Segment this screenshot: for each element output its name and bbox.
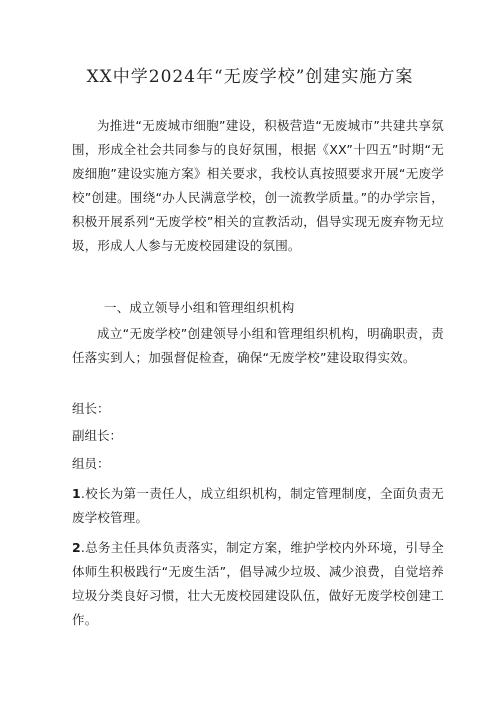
- list-item-text: .总务主任具体负责落实，制定方案，维护学校内外环境，引导全体师生积极践行“无废生活”，倡导减少垃圾、减少浪费，自觉培养垃圾分类良好习惯，壮大无废校园建设队伍，做好无废学校创建工作。: [72, 540, 444, 627]
- section1-paragraph: 成立“无废学校”创建领导小组和管理组织机构，明确职责，责任落实到人；加强督促检查，确保“无废学校”建设取得实效。: [72, 326, 444, 365]
- list-item-number: 2: [72, 540, 81, 555]
- list-item-number: 1: [72, 486, 81, 501]
- list-item: [72, 482, 444, 530]
- list-item-text: .校长为第一责任人，成立组织机构，制定管理制度，全面负责无废学校管理。: [72, 486, 444, 525]
- deputy-leader-label: 副组长：: [72, 428, 123, 443]
- document-title: XX中学2024年“无废学校”创建实施方案: [86, 67, 414, 87]
- list-item: [72, 536, 444, 632]
- members-label: 组员：: [72, 456, 110, 471]
- intro-paragraph: 为推进“无废城市细胞”建设，积极营造“无废城市”共建共享氛围，形成全社会共同参与的良好氛围，根据《XX”十四五”时期“无废细胞”建设实施方案》相关要求，我校认真按照要求开展“无废学校”创建。围绕“办人民满意学校，创一流教学质量。”的办学宗旨，积极开展系列“无废学校”相关的宣教活动，倡导实现无废弃物无垃圾，形成人人参与无废校园建设的氛围。: [72, 118, 444, 253]
- section1-heading: 一、成立领导小组和管理组织机构: [104, 300, 295, 315]
- leader-label: 组长：: [72, 401, 110, 416]
